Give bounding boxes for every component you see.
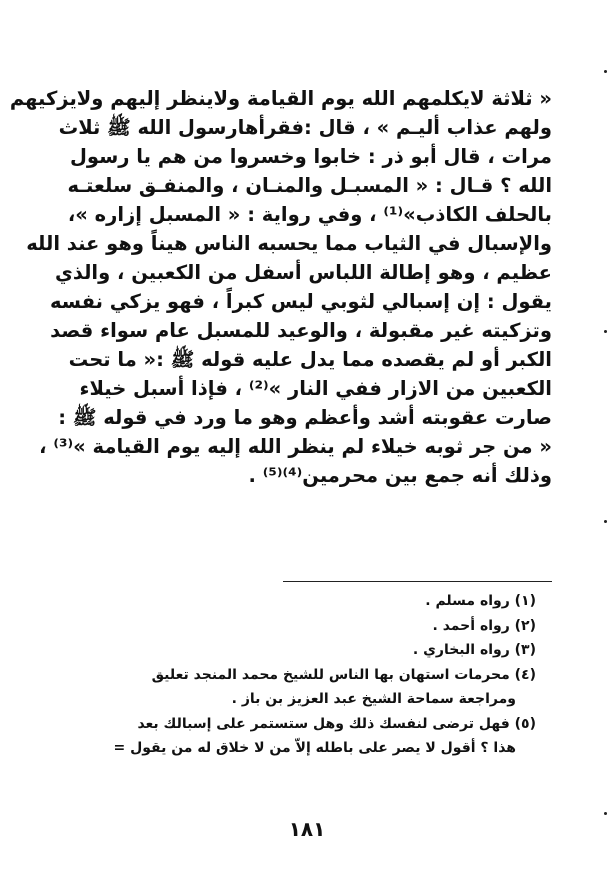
text-line: الكعبين من الازار ففي النار »⁽²⁾ ، فإذا أسبل خيلاء <box>79 377 552 400</box>
text-line: عظيم ، وهو إطالة اللباس أسفل من الكعبين ، والذي <box>54 261 552 284</box>
text-line: ولهم عذاب أليـم » ، قال :فقرأهارسول الله ﷺ ثلاث <box>58 116 552 139</box>
margin-mark <box>604 812 607 815</box>
text-line: يقول : إن إسبالي لثوبي ليس كبراً ، فهو يزكي نفسه <box>49 290 552 313</box>
margin-mark <box>604 520 607 523</box>
footnote-line: ومراجعة سماحة الشيخ عبد العزيز بن باز . <box>231 691 516 707</box>
footnote-divider <box>283 581 552 582</box>
text-line: صارت عقوبته أشد وأعظم وهو ما ورد في قوله ﷺ : <box>58 406 552 429</box>
page-number: ١٨١ <box>288 817 326 841</box>
text-line: وتزكيته غير مقبولة ، والوعيد للمسبل عام سواء قصد <box>50 319 552 342</box>
footnote-line: هذا ؟ أقول لا يصر على باطله إلاّ من لا خلاق له من يقول = <box>113 740 516 756</box>
text-line: وذلك أنه جمع بين محرمين⁽⁴⁾⁽⁵⁾ . <box>248 464 552 487</box>
text-line: والإسبال في الثياب مما يحسبه الناس هيناً وهو عند الله <box>26 232 552 255</box>
text-line: الله ؟ قـال : « المسبـل والمنـان ، والمنفـق سلعتـه <box>67 174 552 197</box>
text-line: « ثلاثة لايكلمهم الله يوم القيامة ولاينظر إليهم ولايزكيهم <box>9 87 552 110</box>
main-text <box>9 84 552 490</box>
footnotes <box>66 589 536 761</box>
text-line: بالحلف الكاذب»⁽¹⁾ ، وفي رواية : « المسبل إزاره »، <box>67 203 552 226</box>
text-line: « من جر ثوبه خيلاء لم ينظر الله إليه يوم القيامة »⁽³⁾ ، <box>39 435 552 458</box>
text-line: مرات ، قال أبو ذر : خابوا وخسروا من هم يا رسول <box>69 145 552 168</box>
margin-mark <box>604 70 607 73</box>
footnote-line: (٣) رواه البخاري . <box>412 642 536 658</box>
footnote-line: (١) رواه مسلم . <box>425 593 536 609</box>
margin-mark <box>604 330 607 333</box>
text-line: الكبر أو لم يقصده مما يدل عليه قوله ﷺ :« ما تحت <box>68 348 552 371</box>
footnote-line: (٤) محرمات استهان بها الناس للشيخ محمد المنجد تعليق <box>151 666 536 683</box>
footnote-line: (٢) رواه أحمد . <box>432 617 536 634</box>
footnote-line: (٥) فهل ترضى لنفسك ذلك وهل ستستمر على إسبالك بعد <box>137 715 536 732</box>
